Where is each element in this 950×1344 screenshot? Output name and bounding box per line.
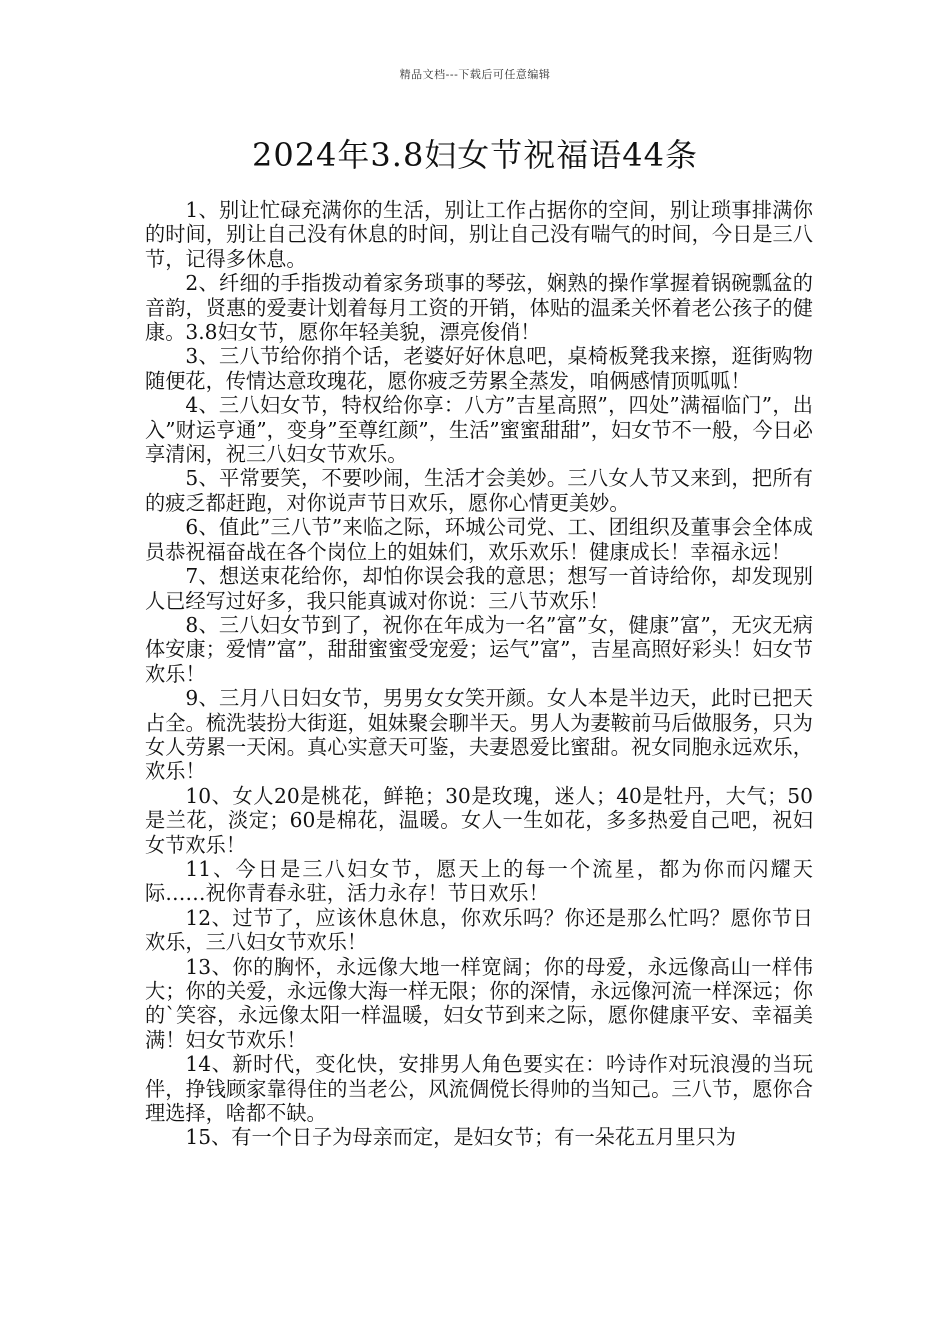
paragraph: 8、三八妇女节到了，祝你在年成为一名”富”女，健康”富”，无灾无病体安康；爱情”富”，甜甜蜜蜜受宠爱；运气”富”，吉星高照好彩头！妇女节欢乐！ bbox=[145, 612, 813, 686]
paragraph: 14、新时代，变化快，安排男人角色要实在：吟诗作对玩浪漫的当玩伴，挣钱顾家靠得住的当老公，风流倜傥长得帅的当知己。三八节，愿你合理选择，啥都不缺。 bbox=[145, 1052, 813, 1126]
paragraph: 7、想送束花给你，却怕你误会我的意思；想写一首诗给你，却发现别人已经写过好多，我只能真诚对你说：三八节欢乐！ bbox=[145, 564, 813, 613]
paragraph: 12、过节了，应该休息休息，你欢乐吗？你还是那么忙吗？愿你节日欢乐，三八妇女节欢乐！ bbox=[145, 905, 813, 955]
paragraph: 3、三八节给你捎个话，老婆好好休息吧，桌椅板凳我来擦，逛街购物随便花，传情达意玫瑰花，愿你疲乏劳累全蒸发，咱俩感情顶呱呱！ bbox=[145, 344, 813, 393]
paragraph: 13、你的胸怀，永远像大地一样宽阔；你的母爱，永远像高山一样伟大；你的关爱，永远像大海一样无限；你的深情，永远像河流一样深远；你的`笑容，永远像太阳一样温暖，妇女节到来之际，愿你健康平安、幸福美满！妇女节欢乐！ bbox=[145, 954, 813, 1052]
paragraph: 1、别让忙碌充满你的生活，别让工作占据你的空间，别让琐事排满你的时间，别让自己没有休息的时间，别让自己没有喘气的时间，今日是三八节，记得多休息。 bbox=[145, 198, 813, 271]
document-body bbox=[145, 198, 813, 1150]
paragraph: 2、纤细的手指拨动着家务琐事的琴弦，娴熟的操作掌握着锅碗瓢盆的音韵，贤惠的爱妻计划着每月工资的开销，体贴的温柔关怀着老公孩子的健康。3.8妇女节，愿你年轻美貌，漂亮俊俏！ bbox=[145, 271, 813, 345]
paragraph: 4、三八妇女节，特权给你享：八方”吉星高照”，四处”满福临门”，出入”财运亨通”，变身”至尊红颜”，生活”蜜蜜甜甜”，妇女节不一般，今日必享清闲，祝三八妇女节欢乐。 bbox=[145, 393, 813, 467]
paragraph: 5、平常要笑，不要吵闹，生活才会美妙。三八女人节又来到，把所有的疲乏都赶跑，对你说声节日欢乐，愿你心情更美妙。 bbox=[145, 466, 813, 515]
paragraph: 15、有一个日子为母亲而定，是妇女节；有一朵花五月里只为 bbox=[185, 1125, 736, 1150]
paragraph: 10、女人20是桃花，鲜艳；30是玫瑰，迷人；40是牡丹，大气；50是兰花，淡定；60是棉花，温暖。女人一生如花，多多热爱自己吧，祝妇女节欢乐！ bbox=[145, 783, 813, 857]
page-header-note: 精品文档---下载后可任意编辑 bbox=[399, 68, 551, 81]
document-title: 2024年3.8妇女节祝福语44条 bbox=[251, 136, 699, 174]
paragraph: 9、三月八日妇女节，男男女女笑开颜。女人本是半边天，此时已把天占全。梳洗装扮大街逛，姐妹聚会聊半天。男人为妻鞍前马后做服务，只为女人劳累一天闲。真心实意天可鉴，夫妻恩爱比蜜甜。祝女同胞永远欢乐，欢乐！ bbox=[145, 686, 813, 784]
paragraph: 11、今日是三八妇女节，愿天上的每一个流星，都为你而闪耀天际……祝你青春永驻，活力永存！节日欢乐！ bbox=[145, 856, 813, 906]
paragraph: 6、值此”三八节”来临之际，环城公司党、工、团组织及董事会全体成员恭祝福奋战在各个岗位上的姐妹们，欢乐欢乐！健康成长！幸福永远！ bbox=[145, 515, 813, 564]
